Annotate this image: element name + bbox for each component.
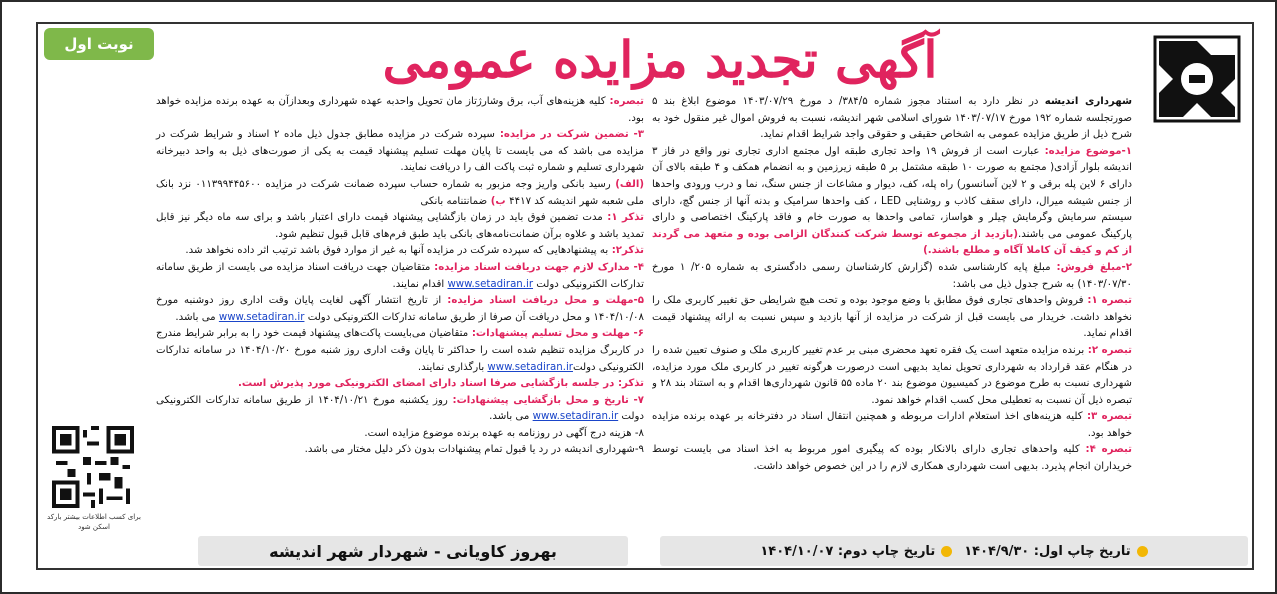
remark-1 <box>156 210 644 243</box>
item-2-text: مبلغ پایه کارشناسی شده (گزارش کارشناسان رسمی دادگستری به شماره ۲۰۵/ ۱ مورخ ۱۴۰۳/۰۷/۳۰) به شرح جدول ذیل می باشد: <box>652 261 1132 290</box>
remark-1-text: مدت تضمین فوق باید در زمان بازگشایی پیشنهاد قیمت دارای اعتبار باشد و برای سه ماه دیگر نیز قابل تمدید باشد و علاوه برآن ضمانت‌نامه‌های بانکی باید طبق فرم‌های قابل قبول تنظیم شود. <box>156 212 644 240</box>
qr-code[interactable] <box>52 426 134 508</box>
setadiran-link-3[interactable]: www.setadiran.ir <box>487 361 573 373</box>
note-2-text: برنده مزایده متعهد است یک فقره تعهد محضری مبنی بر عدم تغییر کاربری ملک و صنوف تعیین شده را در هنگام عقد قرارداد به شهرداری تحویل نماید بدیهی است درصورت هرگونه تغییر در کاربری ملک مورد مزایده، شهرداری نسبت به طرح موضوع در کمیسیون موضوع بند ۲۰ ماده ۵۵ قانون شهرداری‌ها اقدام و به استناد بند ۲۸ و تبصره ذیل آن نسبت به تعطیلی محل کسب اقدام خواهد نمود. <box>652 344 1132 406</box>
item-6-text: متقاضیان می‌بایست پاکت‌های پیشنهاد قیمت خود را به برابر شرایط مندرج در کاربرگ مزایده تنظیم شده است را حداکثر تا پایان وقت اداری روز شنبه مورخ ۱۴۰۴/۱۰/۲۰ در سامانه تدارکات الکترونیکی دولت <box>156 328 644 373</box>
option-a-heading: (الف) <box>610 178 644 190</box>
item-3-text: سپرده شرکت در مزایده مطابق جدول ذیل ماده ۲ اسناد و شرایط شرکت در مزایده می باشد که می بایست تا پایان مهلت تسلیم پیشنهاد قیمت به یکی از صورت‌های ذیل به واحد دبیرخانه شهرداری تسلیم و شماره ثبت پاکت الف را دریافت نمایند. <box>156 129 644 174</box>
item-1-red-note: (بازدید از مجموعه توسط شرکت کنندگان الزامی بوده و متعهد می گردند از کم و کیف آن کاملا آگاه و مطلع باشند.) <box>652 228 1132 257</box>
left-note-heading: تبصره: <box>605 96 644 107</box>
municipality-logo <box>1142 24 1252 134</box>
item-7-end: می باشد. <box>489 411 533 423</box>
note-4-heading: تبصره ۴: <box>1079 444 1132 456</box>
left-column-text <box>156 94 644 564</box>
note-2-heading: تبصره ۲: <box>1084 344 1132 356</box>
item-8: ۸- هزینه درج آگهی در روزنامه به عهده برنده موضوع مزایده است. <box>364 427 644 439</box>
right-column <box>652 94 1132 524</box>
qr-code-icon <box>52 426 134 508</box>
bullet-icon <box>1137 546 1148 557</box>
item-2-heading: ۲-مبلغ فروش: <box>1050 261 1132 273</box>
ad-frame <box>36 22 1254 570</box>
item-7 <box>156 393 644 426</box>
print-dates-bar <box>660 536 1248 566</box>
left-column <box>44 94 644 564</box>
note-3-text: کلیه هزینه‌های اخذ استعلام ادارات مربوطه و همچنین انتقال اسناد در دفترخانه بر عهده برنده مزایده خواهد بود. <box>652 411 1132 439</box>
issue-badge: نوبت اول <box>44 28 154 60</box>
option-b-text: ضمانتنامه بانکی <box>420 195 488 207</box>
signature-bar: بهروز کاویانی - شهردار شهر اندیشه <box>198 536 628 566</box>
note-1 <box>652 293 1132 343</box>
item-5-text: از تاریخ انتشار آگهی لغایت پایان وقت اداری روز دوشنبه مورخ ۱۴۰۴/۱۰/۰۸ و محل دریافت آن صرفا از طریق سامانه تدارکات الکترونیکی دولت <box>156 295 644 323</box>
item-1 <box>652 144 1132 260</box>
ad-title: آگهی تجدید مزایده عمومی <box>382 29 938 89</box>
item-7-heading: ۷- تاریخ و محل بازگشایی پیشنهادات: <box>447 394 644 406</box>
setadiran-link-2[interactable]: www.setadiran.ir <box>218 311 305 323</box>
left-note <box>156 94 644 127</box>
item-3-heading: ۳- تضمین شرکت در مزایده: <box>494 129 644 141</box>
item-5 <box>156 293 644 326</box>
intro-bold: شهرداری اندیشه <box>1044 96 1132 107</box>
intro-paragraph <box>652 94 1132 144</box>
item-6 <box>156 326 644 376</box>
note-1-text: فروش واحدهای تجاری فوق مطابق با وضع موجود بوده و تحت هیچ شرایطی حق تغییر کاربری ملک را نخواهد داشت. خریدار می بایست قبل از شرکت در مزایده از آنها بازدید و سپس نسبت به ارائه پیشنهاد قیمت اقدام نماید. <box>652 295 1132 340</box>
setadiran-link-1[interactable]: www.setadiran.ir <box>447 278 534 290</box>
item-1-heading: ۱-موضوع مزایده: <box>1039 145 1132 157</box>
first-print-label: تاریخ چاپ اول: ۱۴۰۴/۹/۳۰ <box>964 543 1131 559</box>
item-4-heading: ۴- مدارک لازم جهت دریافت اسناد مزایده: <box>430 261 644 273</box>
item-1-text: عبارت است از فروش ۱۹ واحد تجاری طبقه اول مجتمع اداری تجاری نور واقع در فاز ۳ اندیشه بلوار آزادی( مجتمع به صورت ۱۰ طبقه مشتمل بر ۵ طبقه زیرزمین و به انضمام همکف و ۴ طبقه بالای آن دارای ۶ لاین پله برقی و ۲ لاین آسانسور) راه پله، کف، دیوار و مشاعات از جنس سنگ، نما و درب ورودی واحدها از جنس شیشه میرال، دارای سقف کاذب و روشنایی LED ، کف واحدها سرامیک و بدنه آنها از جنس گچ، دارای سیستم سرمایش وگرمایش چیلر و هواساز، تمامی واحدها به صورت خام و فاقد پارکینگ اختصاصی و دارای پارکینگ عمومی می باشند. <box>652 145 1132 240</box>
item-9: ۹-شهرداری اندیشه در رد یا قبول تمام پیشنهادات بدون ذکر دلیل مختار می باشد. <box>304 444 644 456</box>
item-4-end: اقدام نمایند. <box>392 278 448 290</box>
second-print-label: تاریخ چاپ دوم: ۱۴۰۴/۱۰/۰۷ <box>760 543 936 559</box>
item-5-end: می باشد. <box>175 311 219 323</box>
bullet-icon <box>941 546 952 557</box>
intro-text: در نظر دارد به استناد مجوز شماره ۳۸۴/۵/ د مورخ ۱۴۰۳/۰۷/۲۹ موضوع ابلاغ بند ۵ صورتجلسه شماره ۱۹۲ مورخ ۱۴۰۳/۰۷/۱۷ شورای اسلامی شهر اندیشه، نسبت به فروش اموال غیر منقول خود به شرح ذیل از طریق مزایده عمومی به اشخاص حقیقی و حقوقی واجد شرایط اقدام نماید. <box>652 96 1132 141</box>
note-1-heading: تبصره ۱: <box>1083 295 1132 307</box>
option-b-heading: ب) <box>487 195 510 207</box>
note-2 <box>652 343 1132 409</box>
andisheh-emblem-icon <box>1149 31 1245 127</box>
item-4 <box>156 260 644 293</box>
item-7-text: روز یکشنبه مورخ ۱۴۰۴/۱۰/۲۱ از طریق سامانه تدارکات الکترونیکی دولت <box>156 394 644 423</box>
option-a <box>156 177 644 210</box>
note-3-heading: تبصره ۳: <box>1082 411 1132 423</box>
note-4 <box>652 442 1132 475</box>
remark-1-heading: تذکر ۱: <box>602 212 644 224</box>
remark-2 <box>156 243 644 260</box>
first-print-date <box>964 544 1147 559</box>
left-note-text: کلیه هزینه‌های آب، برق وشارژتاز مان تحویل واحدبه عهده شهرداری وبعدازآن به عهده برنده مزایده خواهد بود. <box>156 96 644 124</box>
option-a-text: رسید بانکی واریز وجه مزبور به شماره حساب سپرده ضمانت شرکت در مزایده ۰۱۱۳۹۹۴۴۵۶۰۰ نزد بانک ملی شعبه شهر اندیشه کد ۴۴۱۷ <box>156 178 644 207</box>
item-6-heading: ۶- مهلت و محل تسلیم پیشنهادات: <box>468 328 644 340</box>
note-4-text: کلیه واحدهای تجاری دارای بالانکار بوده که پیگیری امور مربوط به اخذ اسناد می بایست توسط خریداران انجام پذیرد. بدیهی است شهرداری همکاری لازم را در این خصوص خواهد داشت. <box>652 444 1132 473</box>
item-6-end: بارگذاری نمایند. <box>417 361 488 373</box>
second-print-date <box>760 544 952 559</box>
remark-2-text: به پیشنهادهایی که سپرده شرکت در مزایده آنها به غیر از موارد فوق باشد ترتیب اثر داده نخواهد شد. <box>185 245 609 257</box>
item-4-text: متقاضیان جهت دریافت اسناد مزایده می بایست از طریق سامانه تدارکات الکترونیکی دولت <box>156 261 644 290</box>
item-3 <box>156 127 644 177</box>
remark-2-heading: تذکر۲: <box>608 245 644 257</box>
setadiran-link-4[interactable]: www.setadiran.ir <box>532 411 619 423</box>
qr-note: برای کسب اطلاعات بیشتر بارکد اسکن شود <box>47 513 141 531</box>
signature-remark: تذکر: در جلسه بازگشایی صرفا اسناد دارای امضای الکترونیکی مورد پذیرش است. <box>238 378 644 390</box>
item-5-heading: ۵-مهلت و محل دریافت اسناد مزایده: <box>441 295 644 307</box>
note-3 <box>652 409 1132 442</box>
item-2 <box>652 260 1132 293</box>
